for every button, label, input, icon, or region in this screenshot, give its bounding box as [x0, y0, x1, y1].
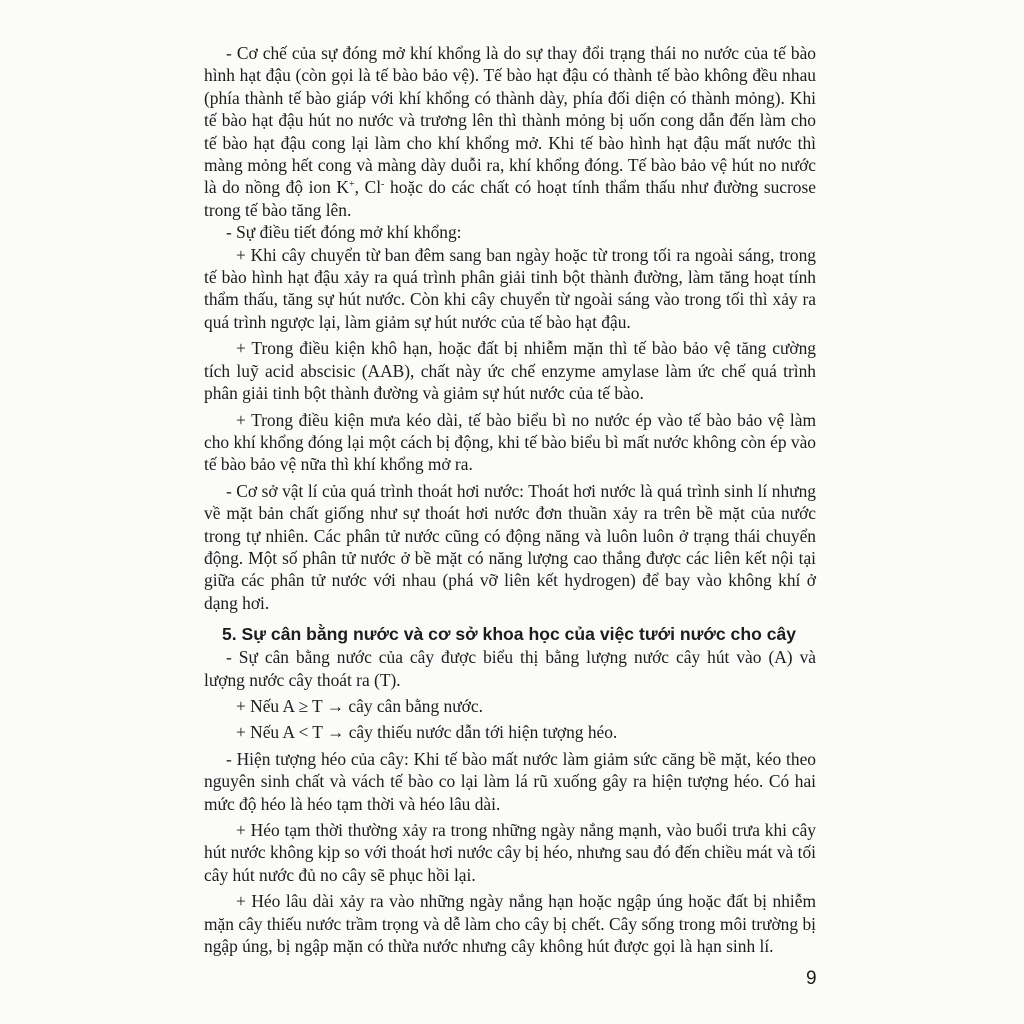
paragraph-deficit-case: + Nếu A < T → cây thiếu nước dẫn tới hiện tượng héo. [236, 722, 618, 743]
paragraph-balance-case: + Nếu A ≥ T → cây cân bằng nước. [236, 695, 483, 716]
paragraph-physical-basis: - Cơ sở vật lí của quá trình thoát hơi nước: Thoát hơi nước là quá trình sinh lí nhưng về mặt bản chất giống như sự thoát hơi nước đơn thuần xảy ra trên bề mặt của nước trong tự nhiên. Các phân tử nước cũng có động năng và luôn luôn ở trạng thái chuyển động. Một số phân tử nước ở bề mặt có năng lượng cao thắng được các liên kết nội tại giữa các phân tử nước với nhau (phá vỡ liên kết hydrogen) để bay vào không khí ở dạng hơi. [204, 480, 816, 613]
page-number: 9 [806, 968, 817, 989]
paragraph-stomata-mechanism: - Cơ chế của sự đóng mở khí khổng là do sự thay đổi trạng thái no nước của tế bào hình hạt đậu (còn gọi là tế bào bảo vệ). Tế bào hạt đậu có thành tế bào không đều nhau (phía thành tế bào giáp với khí khổng có thành dày, phía đối diện có thành mỏng). Khi tế bào hạt đậu hút no nước và trương lên thì thành mỏng bị uốn cong dẫn đến làm cho tế bào hạt đậu cong lại làm cho khí khổng mở. Khi tế bào hình hạt đậu mất nước thì màng mỏng hết cong và màng dày duỗi ra, khí khổng đóng. Tế bào bảo vệ hút no nước là do nồng độ ion K+, Cl- hoặc do các chất có hoạt tính thẩm thấu như đường sucrose trong tế bào tăng lên. [204, 43, 816, 220]
paragraph-rain-regulation: + Trong điều kiện mưa kéo dài, tế bào biểu bì no nước ép vào tế bào bảo vệ làm cho khí khổng đóng lại một cách bị động, khi tế bào biểu bì mất nước không còn ép vào tế bào bảo vệ nữa thì khí khổng mở ra. [204, 409, 816, 475]
paragraph-regulation-title: - Sự điều tiết đóng mở khí khổng: [226, 222, 462, 243]
paragraph-permanent-wilting: + Héo lâu dài xảy ra vào những ngày nắng hạn hoặc ngập úng hoặc đất bị nhiễm mặn cây thiếu nước trầm trọng và dễ làm cho cây bị chết. Cây sống trong môi trường bị ngập úng, bị ngập mặn có thừa nước nhưng cây không hút được gọi là hạn sinh lí. [204, 891, 816, 957]
paragraph-light-regulation: + Khi cây chuyển từ ban đêm sang ban ngày hoặc từ trong tối ra ngoài sáng, trong tế bào hình hạt đậu xảy ra quá trình phân giải tinh bột thành đường, làm tăng hoạt tính thẩm thấu, tăng sự hút nước. Còn khi cây chuyển từ ngoài sáng vào trong tối thì xảy ra quá trình ngược lại, làm giảm sự hút nước của tế bào hạt đậu. [204, 244, 816, 332]
page-body [204, 42, 816, 957]
paragraph-drought-regulation: + Trong điều kiện khô hạn, hoặc đất bị nhiễm mặn thì tế bào bảo vệ tăng cường tích luỹ acid abscisic (AAB), chất này ức chế enzyme amylase làm ức chế quá trình phân giải tinh bột thành đường và giảm sự hút nước của tế bào. [204, 338, 816, 404]
paragraph-wilting: - Hiện tượng héo của cây: Khi tế bào mất nước làm giảm sức căng bề mặt, kéo theo nguyên sinh chất và vách tế bào co lại làm lá rũ xuống gây ra hiện tượng héo. Có hai mức độ héo là héo tạm thời và héo lâu dài. [204, 748, 816, 814]
paragraph-water-balance: - Sự cân bằng nước của cây được biểu thị bằng lượng nước cây hút vào (A) và lượng nước cây thoát ra (T). [204, 647, 816, 690]
paragraph-temporary-wilting: + Héo tạm thời thường xảy ra trong những ngày nắng mạnh, vào buổi trưa khi cây hút nước không kịp so với thoát hơi nước cây bị héo, nhưng sau đó đến chiều mát và tối cây hút nước đủ no cây sẽ phục hồi lại. [204, 820, 816, 885]
section-heading: 5. Sự cân bằng nước và cơ sở khoa học của việc tưới nước cho cây [222, 624, 797, 645]
